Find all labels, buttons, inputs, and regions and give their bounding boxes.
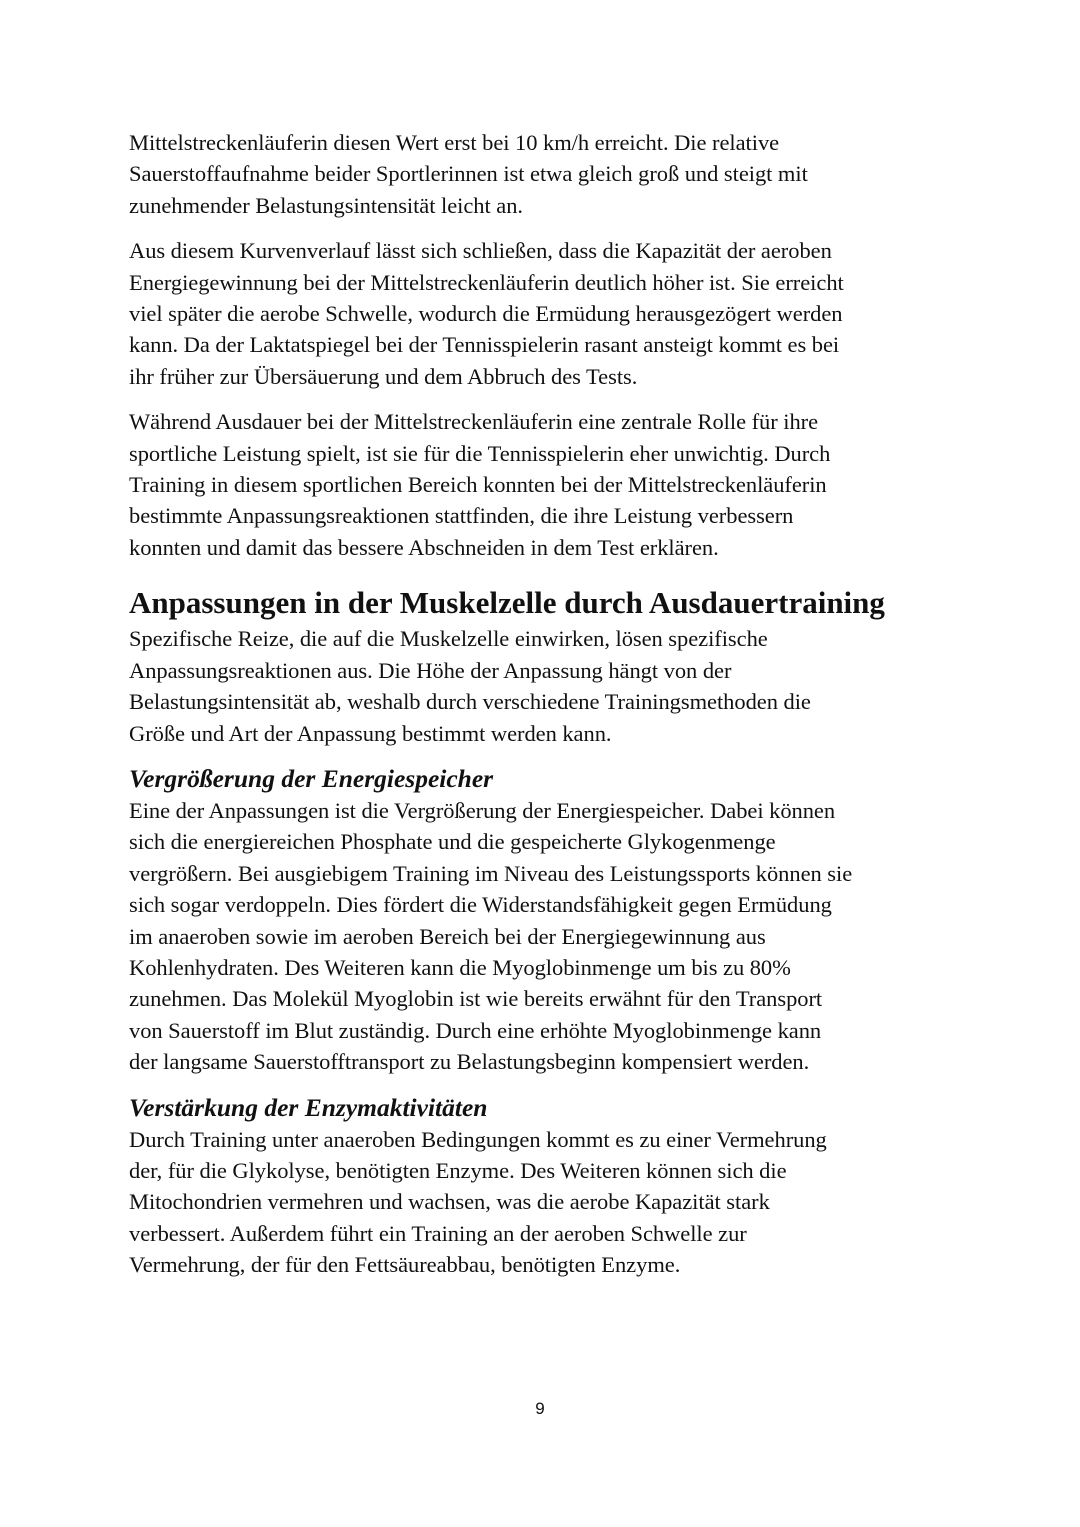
text-line: zunehmen. Das Molekül Myoglobin ist wie bereits erwähnt für den Transport <box>129 986 823 1012</box>
text-line: vergrößern. Bei ausgiebigem Training im Niveau des Leistungssports können sie <box>129 860 853 886</box>
paragraph-intro-1 <box>129 127 959 221</box>
text-line: viel später die aerobe Schwelle, wodurch die Ermüdung herausgezögert werden <box>129 301 843 327</box>
paragraph-intro-3 <box>129 406 959 563</box>
text-line: kann. Da der Laktatspiegel bei der Tennisspielerin rasant ansteigt kommt es bei <box>129 332 840 358</box>
text-line: Mitochondrien vermehren und wachsen, was die aerobe Kapazität stark <box>129 1189 770 1215</box>
text-line: Durch Training unter anaeroben Bedingungen kommt es zu einer Vermehrung <box>129 1126 827 1152</box>
text-line: sportliche Leistung spielt, ist sie für die Tennisspielerin eher unwichtig. Durch <box>129 440 831 466</box>
text-line: konnten und damit das bessere Abschneiden in dem Test erklären. <box>129 534 719 560</box>
text-line: bestimmte Anpassungsreaktionen stattfinden, die ihre Leistung verbessern <box>129 503 794 529</box>
subsection-heading-energiespeicher: Vergrößerung der Energiespeicher <box>129 763 494 793</box>
text-line: der langsame Sauerstofftransport zu Belastungsbeginn kompensiert werden. <box>129 1049 810 1075</box>
subsection-heading-enzymaktivitaeten: Verstärkung der Enzymaktivitäten <box>129 1092 488 1122</box>
text-line: Mittelstreckenläuferin diesen Wert erst bei 10 km/h erreicht. Die relative <box>129 130 780 155</box>
paragraph-intro-2 <box>129 235 959 392</box>
paragraph-enzymaktivitaeten <box>129 1124 959 1281</box>
text-line: Eine der Anpassungen ist die Vergrößerung der Energiespeicher. Dabei können <box>129 797 836 823</box>
text-line: Sauerstoffaufnahme beider Sportlerinnen ist etwa gleich groß und steigt mit <box>129 161 808 187</box>
text-line: Aus diesem Kurvenverlauf lässt sich schließen, dass die Kapazität der aeroben <box>129 238 832 264</box>
text-line: sich sogar verdoppeln. Dies fördert die Widerstandsfähigkeit gegen Ermüdung <box>129 892 832 918</box>
text-line: ihr früher zur Übersäuerung und dem Abbruch des Tests. <box>129 363 638 389</box>
text-line: Energiegewinnung bei der Mittelstreckenläuferin deutlich höher ist. Sie erreicht <box>129 269 844 295</box>
text-line: Belastungsintensität ab, weshalb durch verschiedene Trainingsmethoden die <box>129 689 811 715</box>
section-heading: Anpassungen in der Muskelzelle durch Ausdauertraining <box>129 585 885 621</box>
text-line: der, für die Glykolyse, benötigten Enzyme. Des Weiteren können sich die <box>129 1157 787 1183</box>
document-page <box>129 127 959 1295</box>
text-line: von Sauerstoff im Blut zuständig. Durch eine erhöhte Myoglobinmenge kann <box>129 1017 822 1043</box>
page-number: 9 <box>535 1399 545 1418</box>
text-line: im anaeroben sowie im aeroben Bereich bei der Energiegewinnung aus <box>129 923 766 949</box>
text-line: Vermehrung, der für den Fettsäureabbau, benötigten Enzyme. <box>129 1252 681 1278</box>
text-line: verbessert. Außerdem führt ein Training an der aeroben Schwelle zur <box>129 1220 747 1246</box>
text-line: Während Ausdauer bei der Mittelstreckenläuferin eine zentrale Rolle für ihre <box>129 409 819 435</box>
text-line: zunehmender Belastungsintensität leicht an. <box>129 192 523 218</box>
section-intro-paragraph <box>129 623 959 749</box>
text-line: Anpassungsreaktionen aus. Die Höhe der Anpassung hängt von der <box>129 657 732 683</box>
paragraph-energiespeicher <box>129 795 959 1078</box>
text-line: Größe und Art der Anpassung bestimmt werden kann. <box>129 720 612 746</box>
text-line: Spezifische Reize, die auf die Muskelzelle einwirken, lösen spezifische <box>129 626 768 652</box>
text-line: sich die energiereichen Phosphate und die gespeicherte Glykogenmenge <box>129 829 776 855</box>
text-line: Kohlenhydraten. Des Weiteren kann die Myoglobinmenge um bis zu 80% <box>129 954 791 980</box>
text-line: Training in diesem sportlichen Bereich konnten bei der Mittelstreckenläuferin <box>129 472 827 498</box>
